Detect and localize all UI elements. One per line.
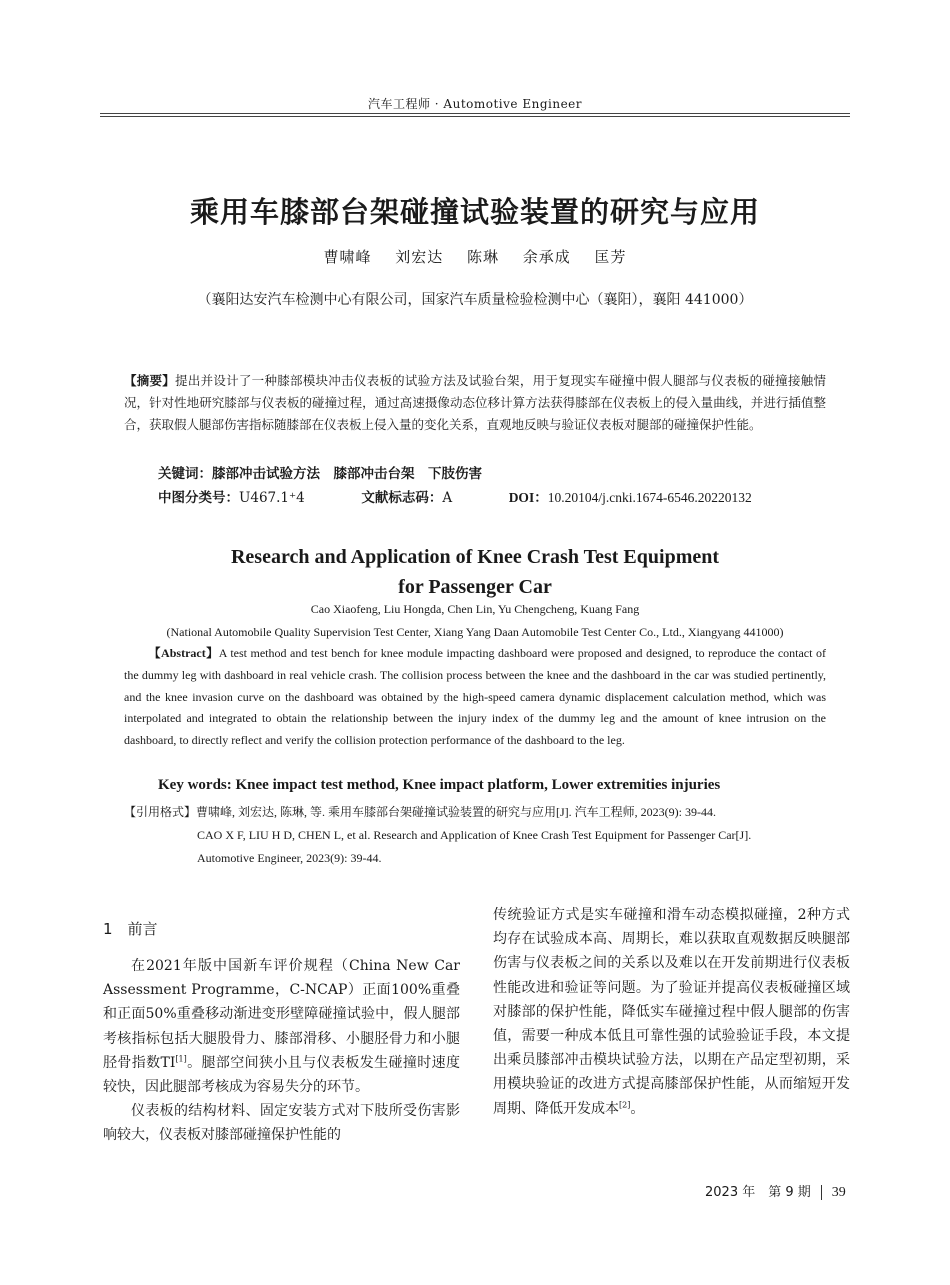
body-paragraph-3	[493, 903, 850, 1121]
citation	[124, 801, 834, 870]
doi-label: DOI：	[508, 490, 548, 505]
citation-label: 【引用格式】	[124, 805, 197, 819]
affiliation-en: (National Automobile Quality Supervision Test Center, Xiang Yang Daan Automobile Test Center Co., Ltd., Xiangyang 441000)	[166, 625, 784, 639]
abstract-cn	[124, 370, 826, 436]
body-paragraph-2: 仪表板的结构材料、固定安装方式对下肢所受伤害影响较大，仪表板对膝部碰撞保护性能的	[103, 1103, 460, 1144]
keywords-cn-label: 关键词：	[158, 466, 212, 482]
journal-header: 汽车工程师 · Automotive Engineer	[367, 97, 583, 111]
doi-value: 10.20104/j.cnki.1674-6546.20220132	[547, 490, 752, 505]
article-title-en	[0, 542, 950, 602]
abstract-cn-label: 【摘要】	[124, 373, 176, 388]
header-rule-top	[100, 113, 850, 114]
reference-2: [2]	[619, 1099, 631, 1109]
abstract-cn-text: 提出并设计了一种膝部模块冲击仪表板的试验方法及试验台架，用于复现实车碰撞中假人腿部与仪表板的碰撞接触情况，针对性地研究膝部与仪表板的碰撞过程，通过高速摄像动态位移计算方法获得膝部在仪表板上的侵入量曲线，并进行插值整合，获取假人腿部伤害指标随膝部在仪表板上侵入量的变化关系，直观地反映与验证仪表板对腿部的碰撞保护性能。	[124, 373, 826, 432]
citation-line3: Automotive Engineer, 2023(9): 39-44.	[197, 851, 382, 865]
doc-code-label: 文献标志码：	[361, 490, 443, 506]
body-text: 。	[630, 1100, 645, 1117]
body-text: 。腿部空间狭小且与仪表板发生碰撞时速度较快，因此腿部考核成为容易失分的环节。	[103, 1054, 461, 1096]
body-left-column	[103, 954, 460, 1148]
article-title: 乘用车膝部台架碰撞试验装置的研究与应用	[189, 195, 760, 229]
abstract-en	[124, 643, 826, 752]
authors: 曹啸峰 刘宏达 陈琳 余承成 匡芳	[323, 248, 627, 266]
reference-1: [1]	[175, 1054, 187, 1064]
keywords-cn-text: 膝部冲击试验方法 膝部冲击台架 下肢伤害	[212, 466, 482, 482]
doc-code-value: A	[442, 490, 453, 506]
section-heading: 1 前言	[103, 920, 158, 938]
body-paragraph-1	[103, 954, 460, 1099]
page-footer	[705, 1181, 846, 1201]
clc-value: U467.1⁺4	[239, 490, 305, 506]
header-rule-bottom	[100, 116, 850, 117]
body-text: 在2021年版中国新车评价规程（China New Car Assessment Programme，C-NCAP）正面100%重叠和正面50%重叠移动渐进变形壁障碰撞试验中，假人腿部考核指标包括大腿股骨力、膝部滑移、小腿胫骨力和小腿胫骨指数TI	[103, 958, 460, 1071]
keywords-cn	[158, 462, 482, 482]
citation-line2: CAO X F, LIU H D, CHEN L, et al. Research and Application of Knee Crash Test Equipment for Passenger Car[J].	[197, 828, 752, 842]
footer-divider	[821, 1185, 822, 1200]
keywords-en: Key words: Knee impact test method, Knee impact platform, Lower extremities injuries	[158, 777, 721, 793]
body-text: 传统验证方式是实车碰撞和滑车动态模拟碰撞，2种方式均存在试验成本高、周期长，难以获取直观数据反映腿部伤害与仪表板之间的关系以及难以在开发前期进行仪表板性能改进和验证等问题。为了验证并提高仪表板碰撞区域对膝部的保护性能，降低实车碰撞过程中假人腿部的伤害值，需要一种成本低且可靠性强的试验验证手段，本文提出乘员膝部冲击模块试验方法，以期在产品定型初期，采用模块验证的改进方式提高膝部保护性能，从而缩短开发周期、降低开发成本	[493, 907, 850, 1117]
clc-label: 中图分类号：	[158, 490, 239, 506]
title-en-line2: for Passenger Car	[398, 576, 552, 598]
authors-en: Cao Xiaofeng, Liu Hongda, Chen Lin, Yu Chengcheng, Kuang Fang	[310, 602, 640, 616]
citation-line1: 曹啸峰, 刘宏达, 陈琳, 等. 乘用车膝部台架碰撞试验装置的研究与应用[J]. 汽车工程师, 2023(9): 39-44.	[196, 805, 717, 819]
classification-row	[158, 486, 752, 506]
page-number: 39	[831, 1185, 846, 1200]
affiliation: （襄阳达安汽车检测中心有限公司，国家汽车质量检验检测中心（襄阳），襄阳 441000）	[197, 292, 753, 308]
title-en-line1: Research and Application of Knee Crash Test Equipment	[230, 546, 720, 568]
issue-info: 2023 年 第 9 期	[705, 1185, 811, 1200]
abstract-en-text: A test method and test bench for knee module impacting dashboard were proposed and designed, to reproduce the contact of the dummy leg with dashboard in real vehicle crash. The collision process between the knee and the dashboard in the car was studied pertinently, and the knee invasion curve on the dashboard was obtained by the high-speed camera dynamic displacement calculation method, which was interpolated and integrated to obtain the relationship between the injury index of the dummy leg and the amount of knee intrusion on the dashboard, to directly reflect and verify the collision protection performance of the dashboard to the leg.	[124, 646, 826, 748]
abstract-en-label: 【Abstract】	[148, 646, 219, 660]
body-right-column	[493, 903, 850, 1121]
